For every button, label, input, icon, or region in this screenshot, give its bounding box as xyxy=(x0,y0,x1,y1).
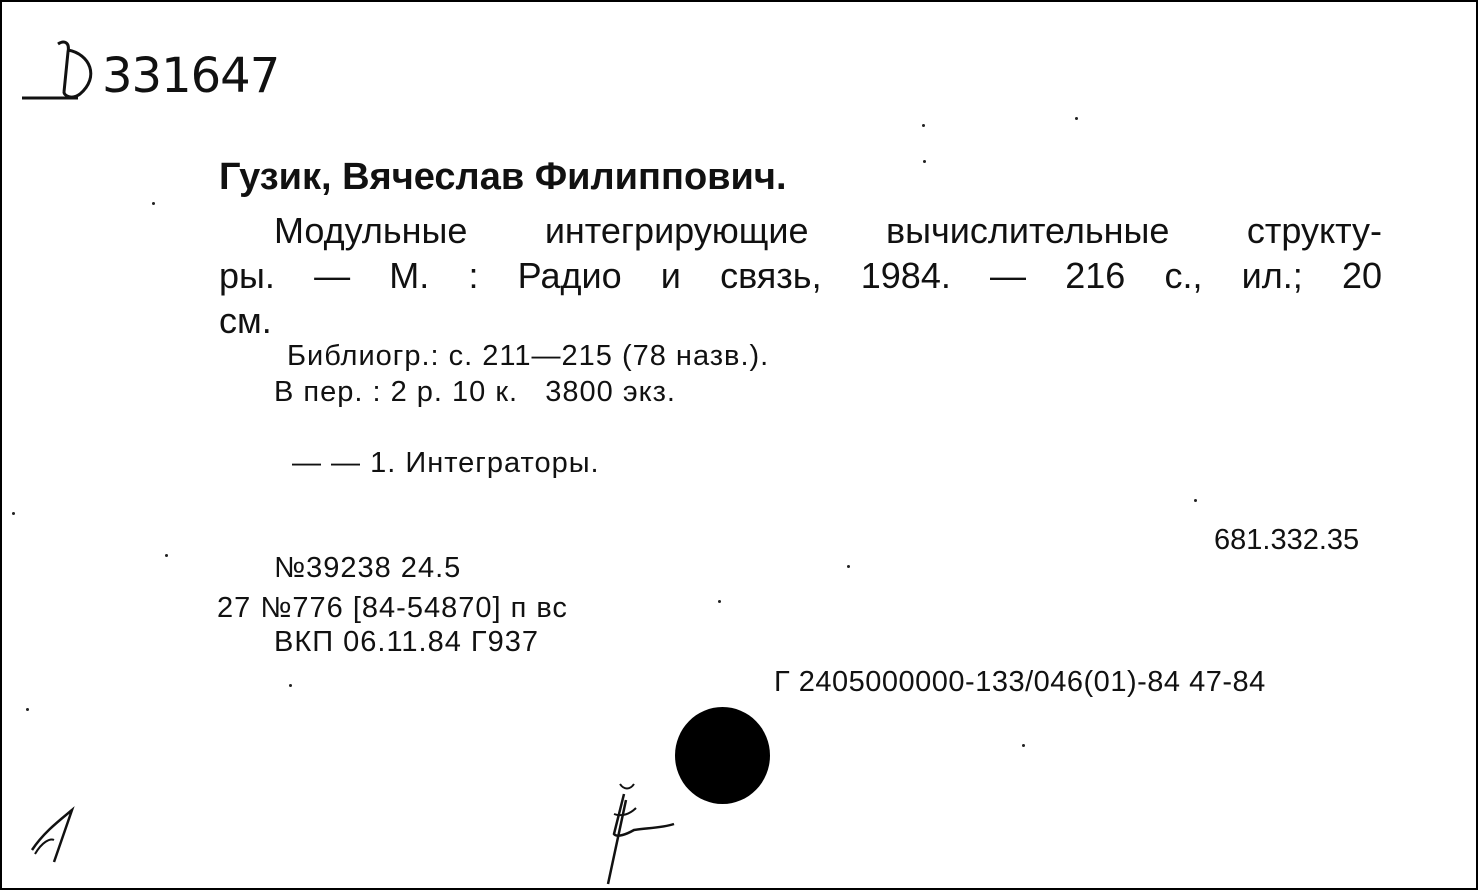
speck xyxy=(847,565,850,568)
handwritten-one-mark xyxy=(32,810,72,862)
price-edition-line: В пер. : 2 р. 10 к. 3800 экз. xyxy=(274,376,676,408)
title-line-2: ры. — М. : Радио и связь, 1984. — 216 с., ил.; 20 xyxy=(219,255,1382,296)
catalog-code: Г 2405000000-133/046(01)-84 47-84 xyxy=(774,666,1266,698)
author-heading: Гузик, Вячеслав Филиппович. xyxy=(219,156,787,198)
subject-heading: — — 1. Интеграторы. xyxy=(292,447,600,479)
speck xyxy=(922,124,925,127)
speck xyxy=(152,202,155,205)
speck xyxy=(165,554,168,557)
speck xyxy=(1022,744,1025,747)
speck xyxy=(718,600,721,603)
registration-line-2: 27 №776 [84-54870] п вс xyxy=(217,592,568,624)
inventory-number: 331647 xyxy=(102,48,280,104)
speck xyxy=(289,684,292,687)
bibliography-note: Библиогр.: с. 211—215 (78 назв.). xyxy=(287,340,770,372)
handwritten-initial-mark xyxy=(614,794,674,836)
handwritten-d-mark xyxy=(20,32,110,107)
registration-line-3: ВКП 06.11.84 Г937 xyxy=(274,626,540,658)
title-line-3: см. xyxy=(219,300,272,341)
title-description xyxy=(219,208,1382,343)
speck xyxy=(1075,117,1078,120)
speck xyxy=(26,708,29,711)
speck xyxy=(923,160,926,163)
punch-hole xyxy=(675,707,770,804)
udc-code: 681.332.35 xyxy=(1214,524,1360,556)
speck xyxy=(1194,499,1197,502)
speck xyxy=(12,512,15,515)
registration-line-1: №39238 24.5 xyxy=(274,552,462,584)
title-line-1: Модульные интегрирующие вычислительные структу- xyxy=(274,210,1382,251)
